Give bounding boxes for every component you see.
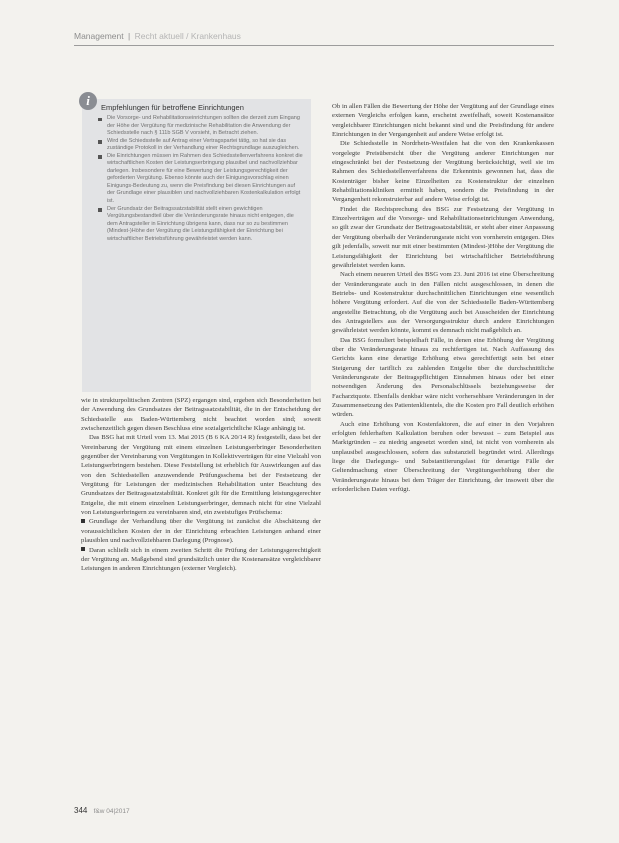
recommendations-list: [98, 115, 303, 243]
recommendation-item: Wird die Schiedsstelle auf Antrag einer Vertragspartei tätig, so hat sie das zuständige Protokoll in der Verhandlung einer Rechtsgrundlage auszugleichen.: [98, 138, 303, 153]
paragraph: Die Schiedsstelle in Nordrhein-Westfalen hat die von den Krankenkassen vorgelegte Preisübersicht über die Vergütung anderer Einrichtungen nur eingeschränkt bei der Festsetzung der Vergütung berücksichtigt, weil sie im Rahmen des Schiedsstellenverfahrens die Erkenntnis gewonnen hat, dass die Kostenträger bisher keine Einzelheiten zu Kostenstruktur der einzelnen Rehabilitationskliniken ermittelt haben, sondern die Preisfindung in der Vergangenheit rekonstruierbar auf andere Weise erfolgt ist.: [332, 140, 554, 204]
header-section: Management: [74, 31, 124, 41]
recommendation-item: Die Vorsorge- und Rehabilitationseinrichtungen sollten die derzeit zum Eingang der Höhe der Vergütung für medizinische Rehabilitation die Anwendung der Schiedsstelle nach § 111b SGB V vorsieht, in Betracht ziehen.: [98, 115, 303, 138]
recommendation-item: Die Einrichtungen müssen im Rahmen des Schiedsstellenverfahrens konkret die wirtschaftlichen Kosten der Leistungserbringung plausibel und nachvollziehbar darlegen. Insbesondere für eine Bewertung der Leistungsgerechtigkeit der geforderten Vergütung. Ebenso könnte auch der Einigungsvorschlag einen Einigungs-Bedeutung zu, wenn die Preisfindung bei diesen Einrichtungen auf der Grundlage einer plausiblen und nachvollziehbaren Kostenkalkulation erfolgt ist.: [98, 153, 303, 206]
paragraph: Nach einem neueren Urteil des BSG vom 23. Juni 2016 ist eine Überschreitung der Veränderungsrate auch in den Fällen nicht ausgeschlossen, in denen die Betriebs- und Kostenstruktur durchschnittlichen Einrichtungen eine wesentlich höhere Vergütung erfordert. Auf die von der Schiedsstelle Baden-Württemberg angestellte Betrachtung, ob die Vergütung auch bei Ausscheiden der Einrichtung des Antragstellers aus der Versorgungsstruktur durch andere Einrichtungen gewährleistet werden könnte, kommt es demnach nicht maßgeblich an.: [332, 271, 554, 335]
recommendation-item: Der Grundsatz der Beitragssatzstabilität stellt einen gewichtigen Vergütungsbestandteil über die Veränderungsrate hinaus nicht entgegen, die dem Antragsteller in Einrichtung übrigens kann, dass nur so zu bestimmen (Mindest-)Höhe der Vergütung die Leistungsfähigkeit der Einrichtung bei wirtschaftlicher Betriebsführung gewährleistet werden kann.: [98, 206, 303, 244]
running-header: [74, 31, 554, 41]
paragraph: Das BSG formuliert beispielhaft Fälle, in denen eine Erhöhung der Vergütung über die Veränderungsrate hinaus zu rechtfertigen ist. Nach Auffassung des Gerichts kann eine derartige Erhöhung etwa gerechtfertigt sein bei einer Steigerung der tariflich zu zahlenden Entgelte über die durchschnittliche Veränderungsrate der Beitragspflichtigen Einnahmen hinaus oder bei einer notwendigen Änderung des Personalschlüssels beziehungsweise der Facharztquote. Ebenfalls denkbar wäre nicht vorhersehbare Veränderungen in der Zusammensetzung des Patientenklientels, die die Kosten pro Fall deutlich erhöhen würden.: [332, 336, 554, 419]
page-number: 344: [74, 806, 88, 815]
bullet-text: Grundlage der Verhandlung über die Vergütung ist zunächst die Abschätzung der voraussichtlichen Kosten der in der Einrichtung erbrachten Leistungen anhand einer plausiblen und nachvollziehbaren Darlegung (Prognose).: [81, 518, 321, 545]
right-text-column: [332, 102, 554, 802]
paragraph: Findet die Rechtsprechung des BSG zur Festsetzung der Vergütung in Einzelverträgen auf die Vorsorge- und Rehabilitationseinrichtungen Anwendung, so gilt zwar der Grundsatz der Beitragssatzstabilität, er steht aber einer Anpassung der Vergütung oberhalb der Veränderungsrate nicht von vornherein entgegen. Dies gilt jedenfalls, soweit nur mit einer bestimmten (Mindest-)Höhe der Vergütung die Leistungsfähigkeit der Einrichtung bei wirtschaftlicher Betriebsführung gewährleistet werden kann.: [332, 205, 554, 269]
paragraph: Auch eine Erhöhung von Kostenfaktoren, die auf einer in den Vorjahren erfolgten fehlerhaften Kalkulation beruhen oder bewusst – zum Beispiel aus Marktgründen – zu niedrig angesetzt worden sind, ist nicht von vornherein als unplausibel ausgeschlossen, sofern das substanziell begründet wird. Allerdings liege die Darlegungs- und Substantiierungslast für derartige Fälle der Geltendmachung einer Überschreitung der Vergütungserhöhung über die Veränderungsrate hinaus bei dem Träger der Einrichtung, der insoweit über die erforderlichen Daten verfügt.: [332, 420, 554, 494]
page-footer: [74, 806, 130, 815]
left-text-column: [81, 396, 321, 776]
recommendations-box: [82, 93, 311, 392]
recommendations-title: Empfehlungen für betroffene Einrichtungen: [101, 103, 244, 112]
paragraph: Das BSG hat mit Urteil vom 13. Mai 2015 (B 6 KA 20/14 R) festgestellt, dass bei der Vereinbarung der Vergütung mit einem einzelnen Leistungserbringer Besonderheiten gegenüber der Vereinbarung von Vergütungen in Kollektivverträgen für eine Vielzahl von Leistungserbringern bestehen. Diese Feststellung ist erheblich für Auswirkungen auf das von den Schiedsstellen anzuwendende Prüfungsschema bei der Festsetzung der Vergütung für Leistungen der medizinischen Rehabilitation unter Beachtung des Grundsatzes der Beitragssatzstabilität. Konkret gilt für die Ermittlung leistungsgerechter Entgelte, die mit einem einzelnen Leistungserbringer, demnach nicht für eine Vielzahl von Leistungserbringern zu vereinbaren sind, ein zweistufiges Prüfschema:: [81, 434, 321, 517]
header-separator: |: [128, 31, 131, 41]
paragraph: Ob in allen Fällen die Bewertung der Höhe der Vergütung auf der Grundlage eines externen Vergleichs erfolgen kann, erscheint zweifelhaft, soweit Kostenansätze vergleichbarer Einrichtungen nicht bekannt sind und die Preisfindung für andere Einrichtungen in der Vergangenheit auf andere Weise erfolgt ist.: [332, 103, 554, 139]
bullet-text: Daran schließt sich in einem zweiten Schritt die Prüfung der Leistungsgerechtigkeit der Vergütung an. Maßgebend sind grundsätzlich unter die Kostenansätze vergleichbarer Leistungen in anderen Einrichtungen (externer Vergleich).: [81, 546, 321, 573]
header-rule: [74, 45, 554, 46]
paragraph: wie in strukturpolitischen Zentren (SPZ) ergangen sind, ergeben sich Besonderheiten bei der Anwendung des Grundsatzes der Beitragssatzstabilität, die in der Entscheidung der Schiedsstelle aus Baden-Württemberg nicht beachtet worden sind; soweit zwischenzeitlich gegen diesen Beschluss eine sozialgerichtliche Klage anhängig ist.: [81, 397, 321, 433]
square-bullet-icon: [81, 547, 85, 551]
bullet-paragraph: [81, 546, 321, 574]
footer-source: f&w 04|2017: [93, 808, 130, 815]
square-bullet-icon: [81, 519, 85, 523]
info-icon: i: [79, 92, 97, 110]
bullet-paragraph: [81, 517, 321, 545]
header-subtitle: Recht aktuell / Krankenhaus: [134, 31, 241, 41]
